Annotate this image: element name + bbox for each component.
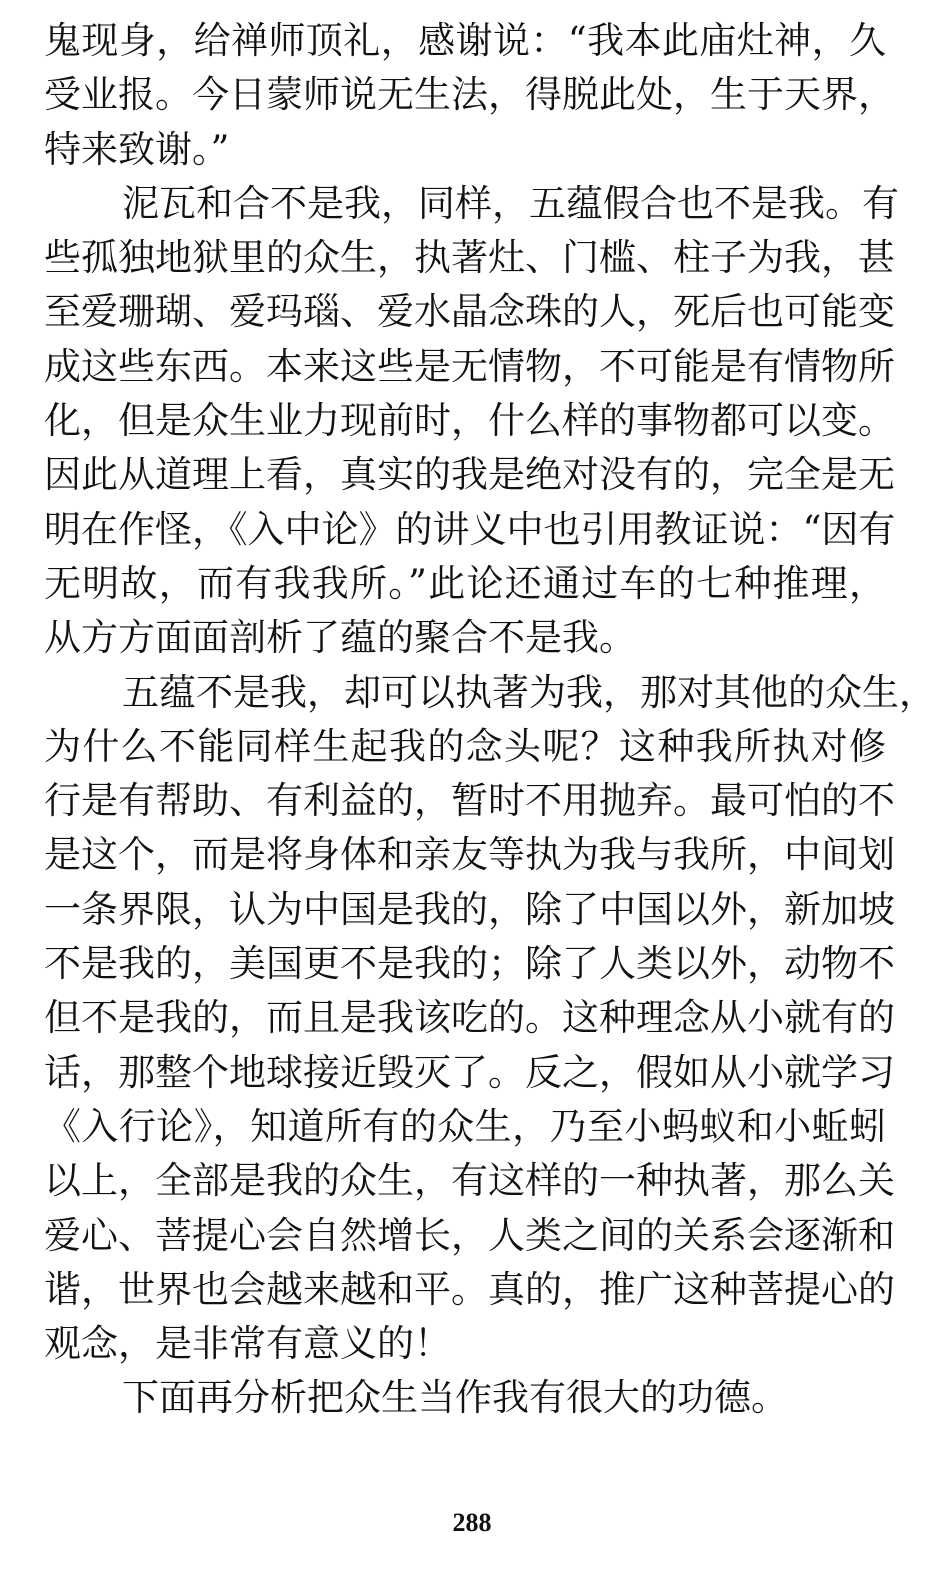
text-line: 谐，世界也会越来越和平。真的，推广这种菩提心的: [44, 1267, 895, 1311]
paragraph-2: [44, 177, 899, 666]
text-line: 成这些东西。本来这些是无情物，不可能是有情物所: [44, 344, 895, 388]
text-line: 鬼现身，给禅师顶礼，感谢说：“我本此庙灶神，久: [44, 19, 886, 62]
text-line: 化，但是众生业力现前时，什么样的事物都可以变。: [44, 399, 895, 443]
text-line: 从方方面面剖析了蕴的聚合不是我。: [44, 616, 636, 660]
text-line: 受业报。今日蒙师说无生法，得脱此处，生于天界，: [44, 73, 895, 117]
text-line: 以上，全部是我的众生，有这样的一种执著，那么关: [44, 1159, 895, 1203]
text-line: 一条界限，认为中国是我的，除了中国以外，新加坡: [44, 887, 895, 931]
text-line: 特来致谢。”: [44, 127, 230, 171]
text-line: 是这个，而是将身体和亲友等执为我与我所，中间划: [44, 833, 895, 877]
paragraph-1: [44, 14, 895, 177]
text-line: 下面再分析把众生当作我有很大的功德。: [122, 1376, 788, 1420]
text-line: 行是有帮助、有利益的，暂时不用抛弃。最可怕的不: [44, 779, 895, 823]
page-number: 288: [452, 1508, 492, 1537]
text-line: 因此从道理上看，真实的我是绝对没有的，完全是无: [44, 453, 895, 497]
paragraph-3: [44, 666, 936, 1372]
paragraph-4: [44, 1371, 886, 1425]
text-line: 观念，是非常有意义的！: [44, 1322, 451, 1366]
text-line: 但不是我的，而且是我该吃的。这种理念从小就有的: [44, 996, 895, 1040]
text-line: 无明故，而有我我所。”此论还通过车的七种推理，: [44, 561, 886, 605]
text-line: 五蕴不是我，却可以执著为我，那对其他的众生，: [122, 670, 936, 714]
text-line: 泥瓦和合不是我，同样，五蕴假合也不是我。有: [122, 181, 899, 225]
text-line: 些孤独地狱里的众生，执著灶、门槛、柱子为我，甚: [44, 236, 895, 280]
text-line: 《入行论》，知道所有的众生，乃至小蚂蚁和小蚯蚓: [44, 1104, 886, 1148]
text-line: 话，那整个地球接近毁灭了。反之，假如从小就学习: [44, 1050, 895, 1094]
text-line: 明在作怪，《入中论》的讲义中也引用教证说：“因有: [44, 507, 896, 551]
document-body: [44, 14, 936, 1426]
text-line: 至爱珊瑚、爱玛瑙、爱水晶念珠的人，死后也可能变: [44, 290, 895, 334]
text-line: 不是我的，美国更不是我的；除了人类以外，动物不: [44, 942, 895, 986]
text-line: 为什么不能同样生起我的念头呢？这种我所执对修: [44, 724, 886, 768]
text-line: 爱心、菩提心会自然增长，人类之间的关系会逐渐和: [44, 1213, 895, 1257]
